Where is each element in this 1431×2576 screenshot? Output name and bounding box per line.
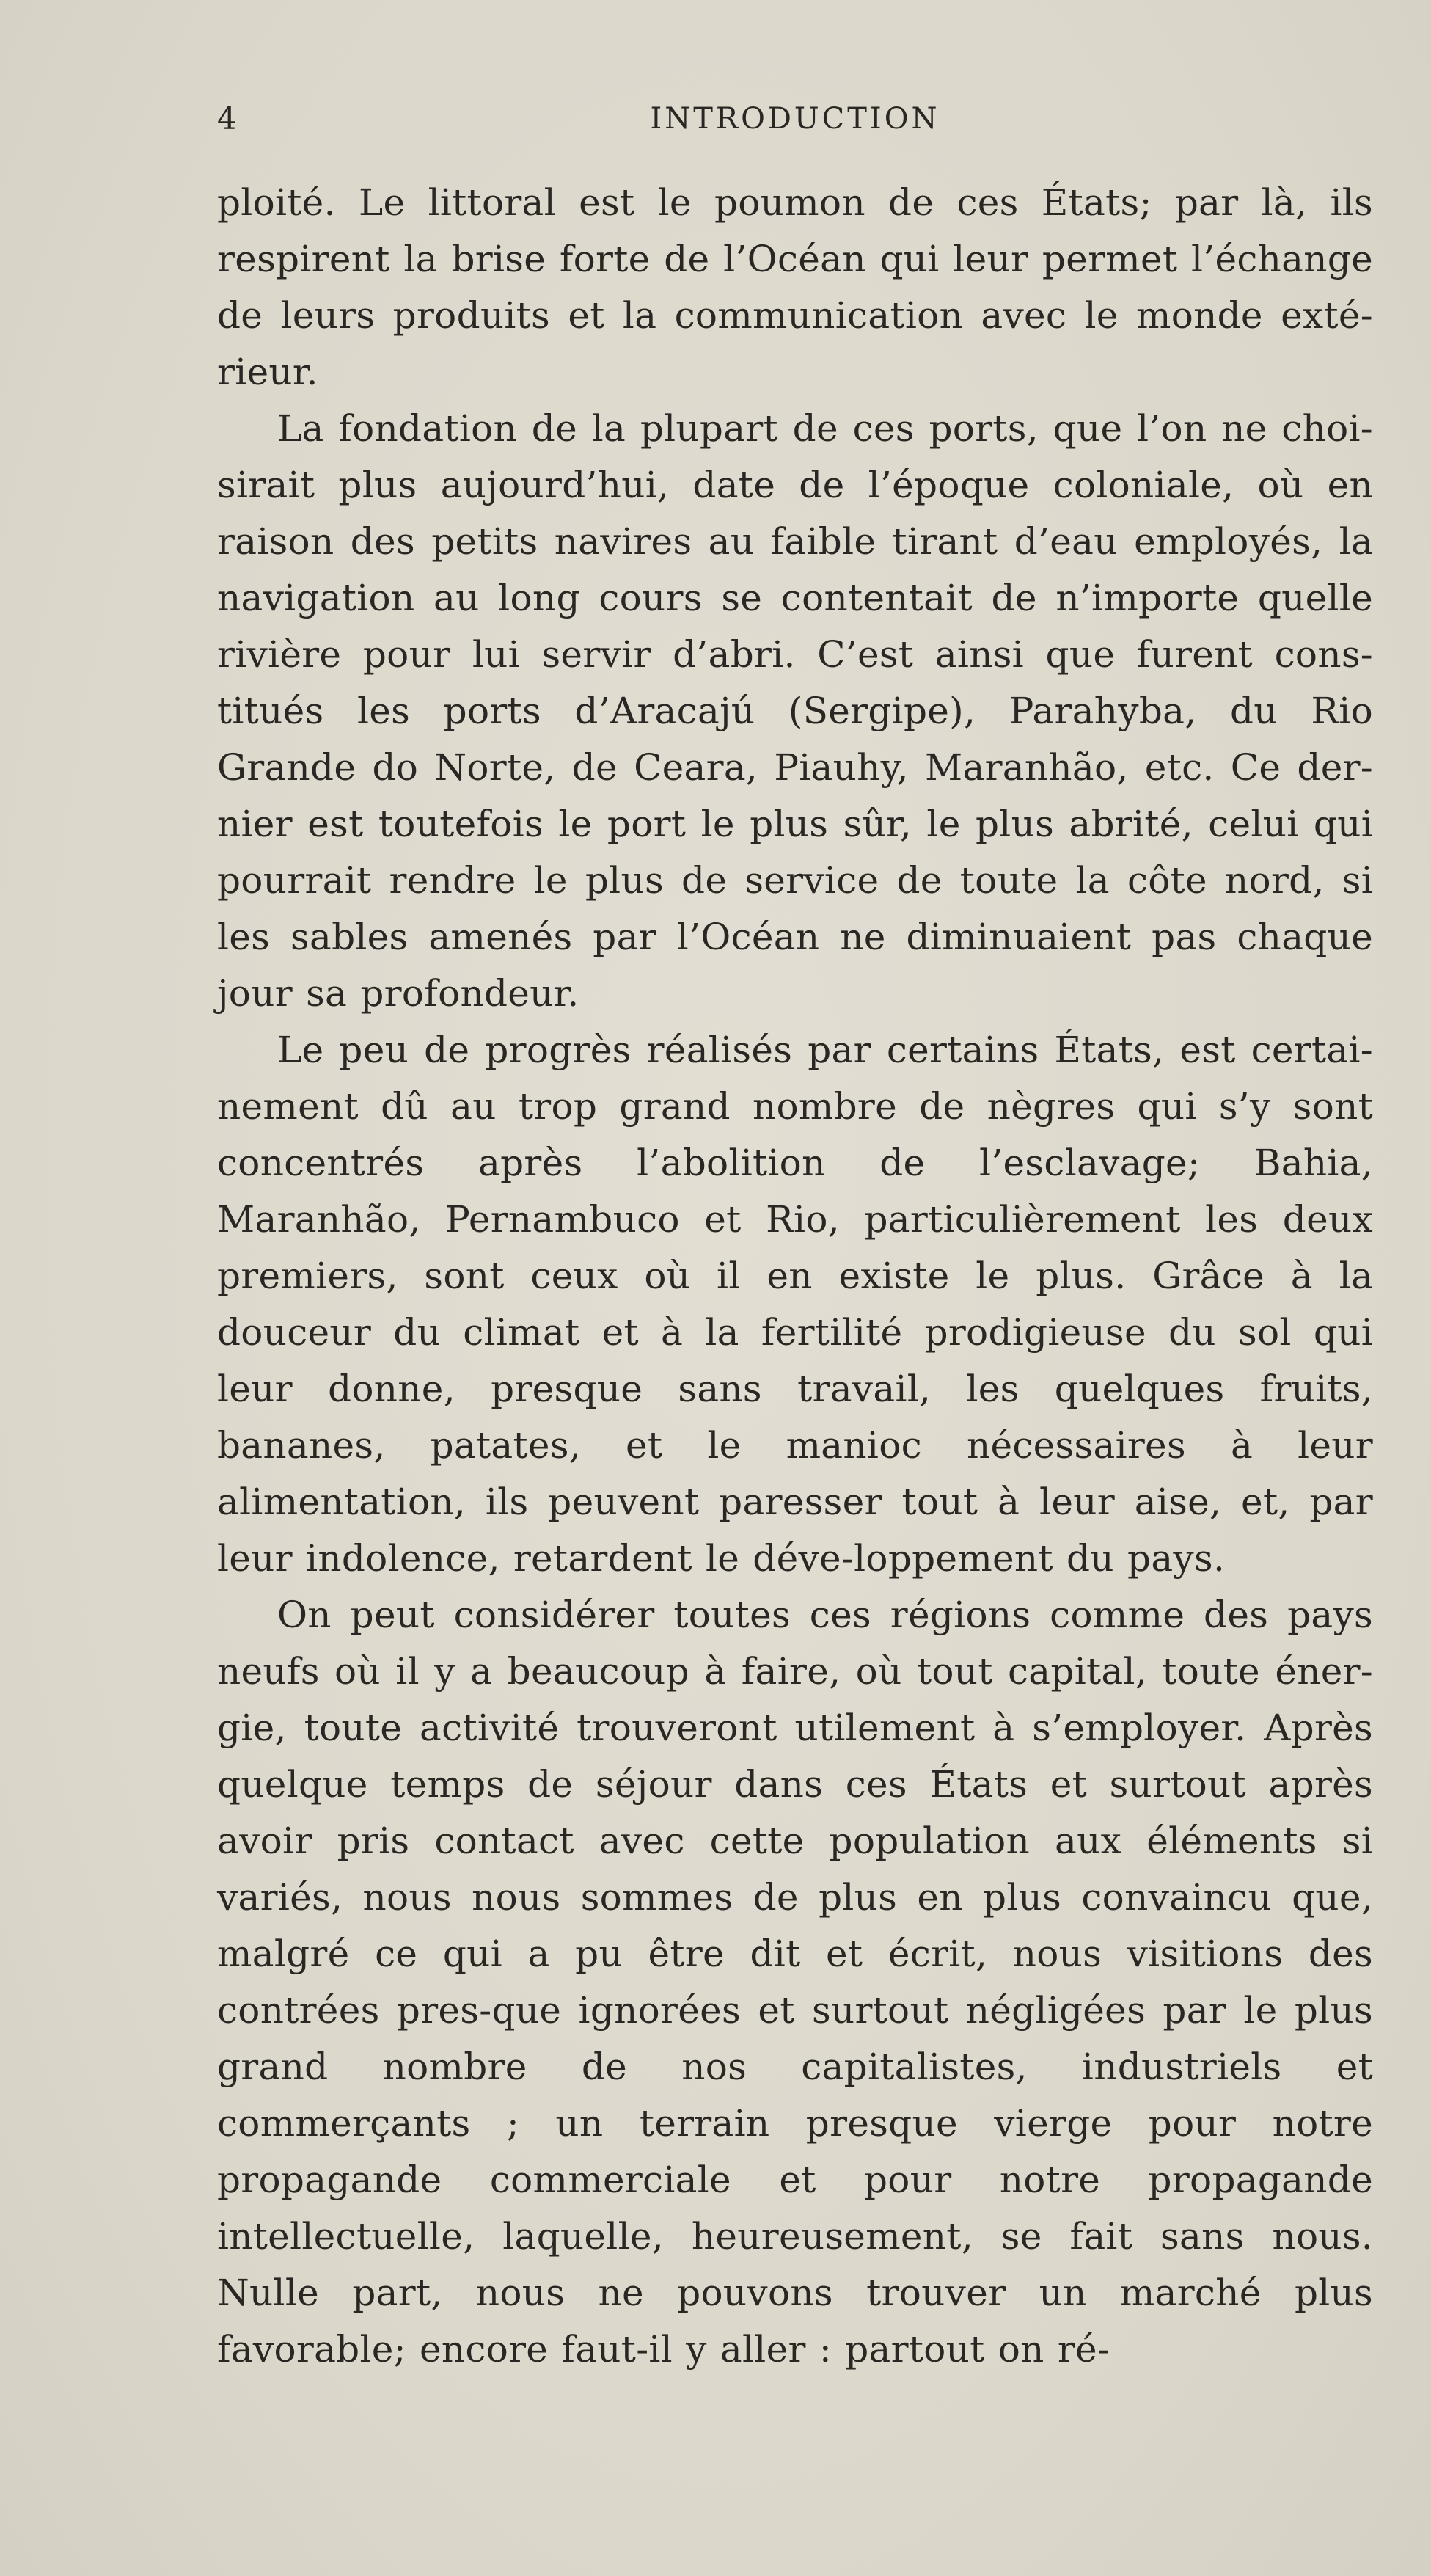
running-head: INTRODUCTION bbox=[650, 102, 940, 136]
paragraph-ports: La fondation de la plupart de ces ports, que l’on ne choi-sirait plus aujourd’hui, date de l’époque coloniale, où en raison des petits navires au faible tirant d’eau employés, la navigation au long cours se contentait de n’importe quelle rivière pour lui servir d’abri. C’est ainsi que furent cons-titués les ports d’Aracajú (Sergipe), Parahyba, du Rio Grande do Norte, de Ceara, Piauhy, Maranhão, etc. Ce der-nier est toutefois le port le plus sûr, le plus abrité, celui qui pourrait rendre le plus de service de toute la côte nord, si les sables amenés par l’Océan ne diminuaient pas chaque jour sa profondeur. bbox=[217, 407, 1373, 1015]
page-header bbox=[217, 97, 1373, 141]
body-text bbox=[217, 175, 1373, 2378]
paragraph-new-countries: On peut considérer toutes ces régions comme des pays neufs où il y a beaucoup à faire, où tout capital, toute éner-gie, toute activité trouveront utilement à s’employer. Après quelque temps de séjour dans ces États et surtout après avoir pris contact avec cette population aux éléments si variés, nous nous sommes de plus en plus convaincu que, malgré ce qui a pu être dit et écrit, nous visitions des contrées pres-que ignorées et surtout négligées par le plus grand nombre de nos capitalistes, industriels et commerçants ; un terrain presque vierge pour notre propagande commerciale et pour notre propagande intellectuelle, laquelle, heureusement, se fait sans nous. Nulle part, nous ne pouvons trouver un marché plus favorable; encore faut-il y aller : partout on ré- bbox=[217, 1594, 1373, 2371]
page-number: 4 bbox=[217, 101, 237, 136]
paragraph-continuation: ploité. Le littoral est le poumon de ces États; par là, ils respirent la brise forte de l’Océan qui leur permet l’échange de leurs produits et la communication avec le monde exté-rieur. bbox=[217, 181, 1373, 393]
paragraph-progress: Le peu de progrès réalisés par certains États, est certai-nement dû au trop grand nombre de nègres qui s’y sont concentrés après l’abolition de l’esclavage; Bahia, Maranhão, Pernambuco et Rio, particulièrement les deux premiers, sont ceux où il en existe le plus. Grâce à la douceur du climat et à la fertilité prodigieuse du sol qui leur donne, presque sans travail, les quelques fruits, bananes, patates, et le manioc nécessaires à leur alimentation, ils peuvent paresser tout à leur aise, et, par leur indolence, retardent le déve-loppement du pays. bbox=[217, 1029, 1373, 1580]
